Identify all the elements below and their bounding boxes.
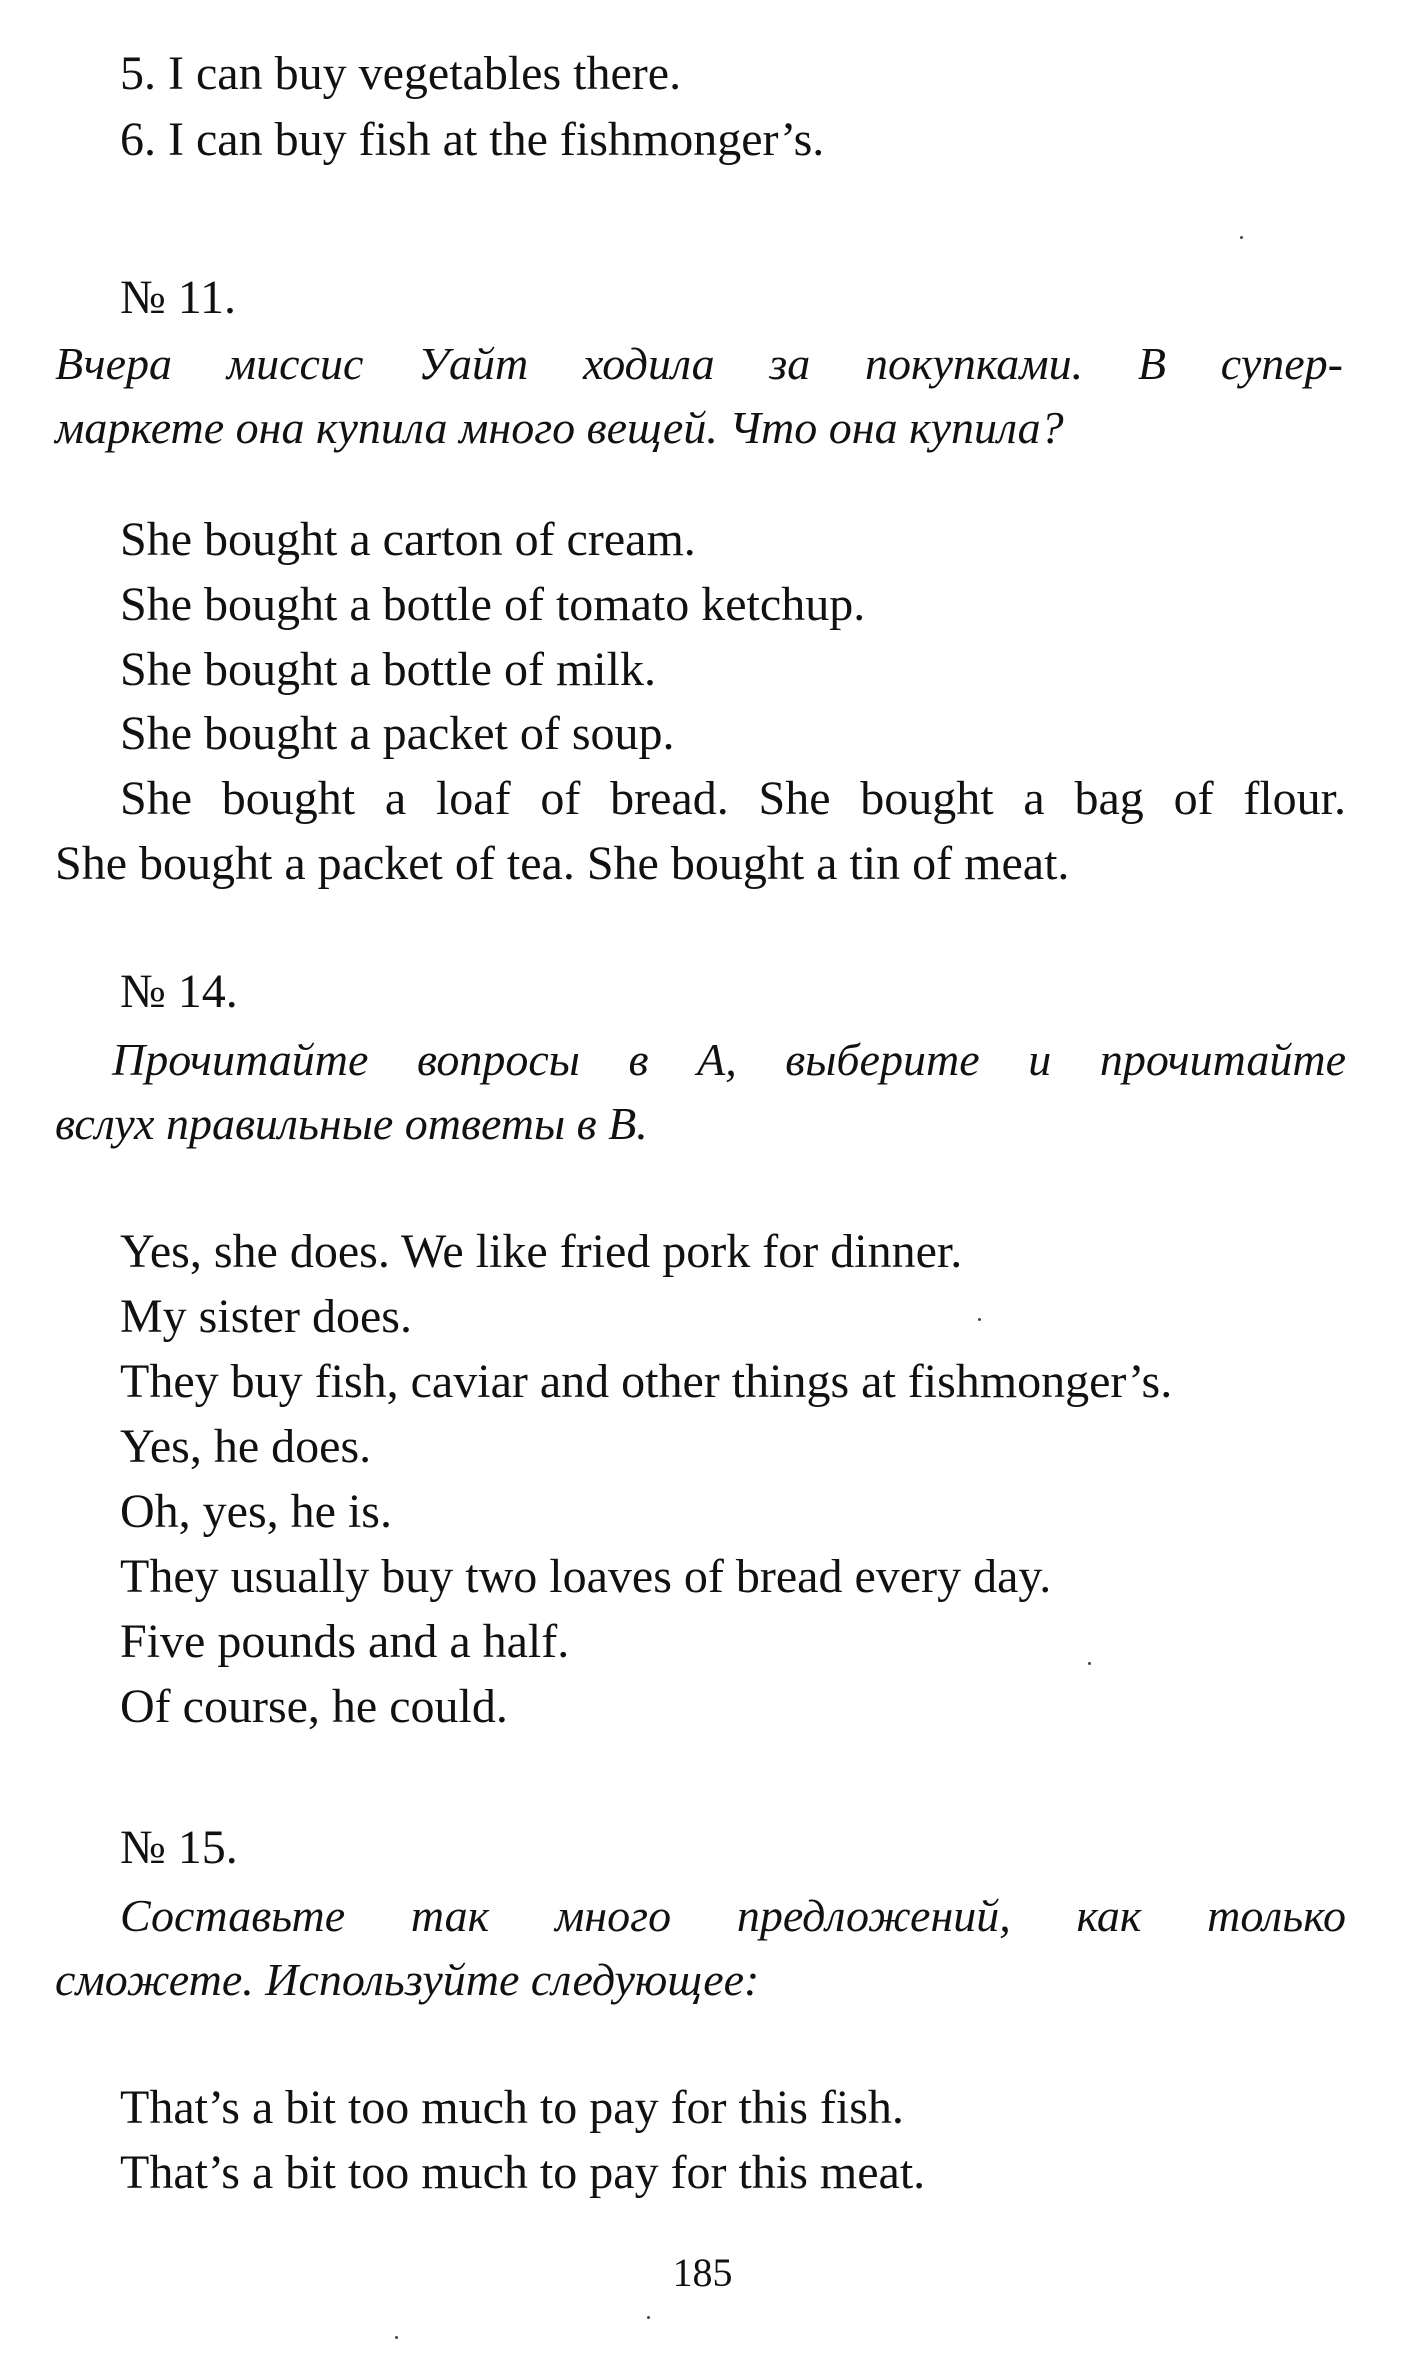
scan-speck: [1088, 1662, 1091, 1665]
scan-speck: [1240, 236, 1243, 239]
exercise-14-answer: Of course, he could.: [120, 1680, 508, 1733]
exercise-11-answer: She bought a bottle of milk.: [120, 643, 656, 696]
scan-speck: [395, 2336, 398, 2339]
scan-speck: [647, 2316, 650, 2319]
exercise-14-answer: My sister does.: [120, 1290, 412, 1343]
exercise-15-answer: That’s a bit too much to pay for this meat.: [120, 2146, 926, 2199]
exercise-14-answer: They buy fish, caviar and other things at fishmonger’s.: [120, 1355, 1173, 1408]
page-number: 185: [672, 2250, 733, 2295]
exercise-15-instruction-line: Составьте так много предложений, как только: [120, 1890, 1346, 1941]
exercise-14-instruction-line: Прочитайте вопросы в А, выберите и прочитайте: [112, 1034, 1346, 1085]
exercise-14-answer: Yes, he does.: [120, 1420, 372, 1473]
exercise-11-answer: She bought a loaf of bread. She bought a bag of flour.: [120, 772, 1346, 825]
exercise-14-number: № 14.: [120, 965, 238, 1018]
exercise-11-number: № 11.: [120, 271, 237, 324]
previous-answer-line: 5. I can buy vegetables there.: [120, 47, 682, 100]
exercise-15-answer: That’s a bit too much to pay for this fish.: [120, 2081, 904, 2134]
exercise-11-answer: She bought a packet of tea. She bought a tin of meat.: [55, 837, 1070, 890]
exercise-14-answer: Yes, she does. We like fried pork for dinner.: [120, 1225, 963, 1278]
scan-speck: [978, 1318, 981, 1321]
exercise-11-answer: She bought a packet of soup.: [120, 707, 675, 760]
exercise-15-number: № 15.: [120, 1821, 238, 1874]
exercise-14-answer: Five pounds and a half.: [120, 1615, 570, 1668]
exercise-11-instruction-line: Вчера миссис Уайт ходила за покупками. В супер-: [55, 338, 1343, 389]
exercise-11-answer: She bought a bottle of tomato ketchup.: [120, 578, 866, 631]
previous-answer-line: 6. I can buy fish at the fishmonger’s.: [120, 113, 825, 166]
exercise-11-instruction-line: маркете она купила много вещей. Что она купила?: [55, 402, 1064, 453]
exercise-14-answer: They usually buy two loaves of bread every day.: [120, 1550, 1052, 1603]
exercise-15-instruction-line: сможете. Используйте следующее:: [55, 1954, 760, 2005]
exercise-14-answer: Oh, yes, he is.: [120, 1485, 392, 1538]
exercise-14-instruction-line: вслух правильные ответы в В.: [55, 1098, 648, 1149]
exercise-11-answer: She bought a carton of cream.: [120, 513, 696, 566]
